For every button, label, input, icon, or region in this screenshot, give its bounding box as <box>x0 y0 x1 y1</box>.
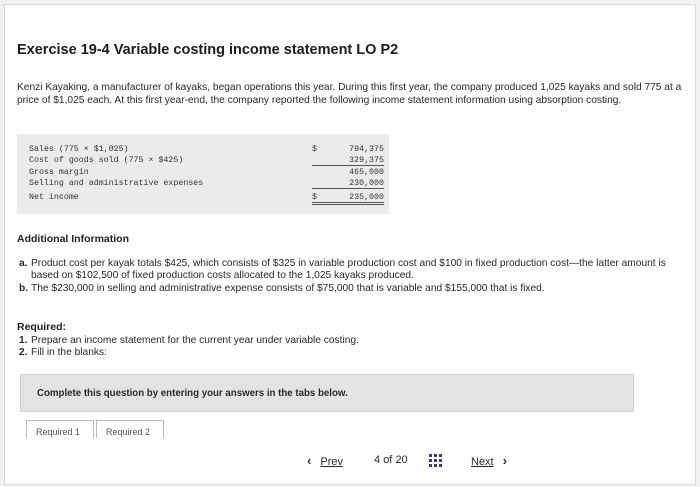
statement-row-cogs <box>29 156 384 167</box>
chevron-right-icon: › <box>502 453 508 468</box>
tab-required-2[interactable] <box>96 420 164 438</box>
list-text: Fill in the blanks: <box>31 347 107 359</box>
page-title: Exercise 19-4 Variable costing income statement LO P2 <box>17 42 399 58</box>
statement-row-net-income <box>29 193 384 204</box>
list-item <box>19 258 687 283</box>
intro-paragraph: Kenzi Kayaking, a manufacturer of kayaks, began operations this year. During this first year, the company produced 1,025 kayaks and sold 775 at a price of $1,025 each. At this first year-end, the company reported the following income statement information using absorption costing. <box>17 82 682 106</box>
prev-label: Prev <box>320 456 344 468</box>
prev-button[interactable] <box>307 453 343 471</box>
total-pages: 20 <box>395 454 408 466</box>
row-label: Gross margin <box>29 168 89 177</box>
page-indicator <box>374 454 408 472</box>
amount-value: 230,000 <box>349 179 384 188</box>
banner-text: Complete this question by entering your answers in the tabs below. <box>37 388 348 399</box>
of-label: of <box>383 454 393 466</box>
statement-row-sga <box>29 179 384 190</box>
question-grid-icon[interactable] <box>429 454 442 467</box>
required-list <box>19 335 687 360</box>
tab-required-1[interactable] <box>26 420 94 438</box>
amount-value: 329,375 <box>349 156 384 165</box>
row-label: Cost of goods sold (775 × $425) <box>29 156 184 165</box>
list-item <box>19 283 687 295</box>
row-amount <box>312 156 384 166</box>
row-label: Selling and administrative expenses <box>29 179 204 188</box>
statement-row-sales <box>29 145 384 156</box>
list-text: The $230,000 in selling and administrative expense consists of $75,000 that is variable and $155,000 that is fixed. <box>31 282 545 294</box>
row-amount <box>312 193 384 205</box>
row-amount <box>312 168 384 177</box>
additional-info-list <box>19 258 687 295</box>
current-page: 4 <box>374 454 381 466</box>
tab-label: Required 2 <box>106 427 151 437</box>
next-label: Next <box>471 456 494 468</box>
income-statement-table <box>17 134 389 214</box>
list-marker: b. <box>19 282 29 294</box>
chevron-left-icon: ‹ <box>307 453 312 468</box>
row-label: Sales (775 × $1,025) <box>29 145 129 154</box>
list-marker: 2. <box>19 347 28 359</box>
row-amount <box>312 145 384 154</box>
list-marker: a. <box>19 258 28 269</box>
statement-row-gross-margin <box>29 168 384 179</box>
currency-sign: $ <box>312 193 317 202</box>
instructions-banner <box>20 374 634 412</box>
list-item <box>19 347 687 359</box>
amount-value: 465,000 <box>349 168 384 177</box>
next-button[interactable] <box>471 453 507 471</box>
tab-label: Required 1 <box>36 427 81 437</box>
list-text: Product cost per kayak totals $425, which consists of $325 in variable production cost and $100 in fixed production cost—the latter amount is based on $102,500 of fixed production costs allocated to the 1,025 kayaks produced. <box>31 258 666 282</box>
currency-sign: $ <box>312 145 317 154</box>
amount-value: 235,000 <box>349 193 384 202</box>
list-item <box>19 335 687 347</box>
additional-info-heading: Additional Information <box>17 233 129 245</box>
list-marker: 1. <box>19 335 28 346</box>
required-heading: Required: <box>17 321 67 333</box>
amount-value: 794,375 <box>349 145 384 154</box>
row-amount <box>312 179 384 189</box>
list-text: Prepare an income statement for the current year under variable costing. <box>31 335 359 346</box>
row-label: Net income <box>29 193 79 202</box>
